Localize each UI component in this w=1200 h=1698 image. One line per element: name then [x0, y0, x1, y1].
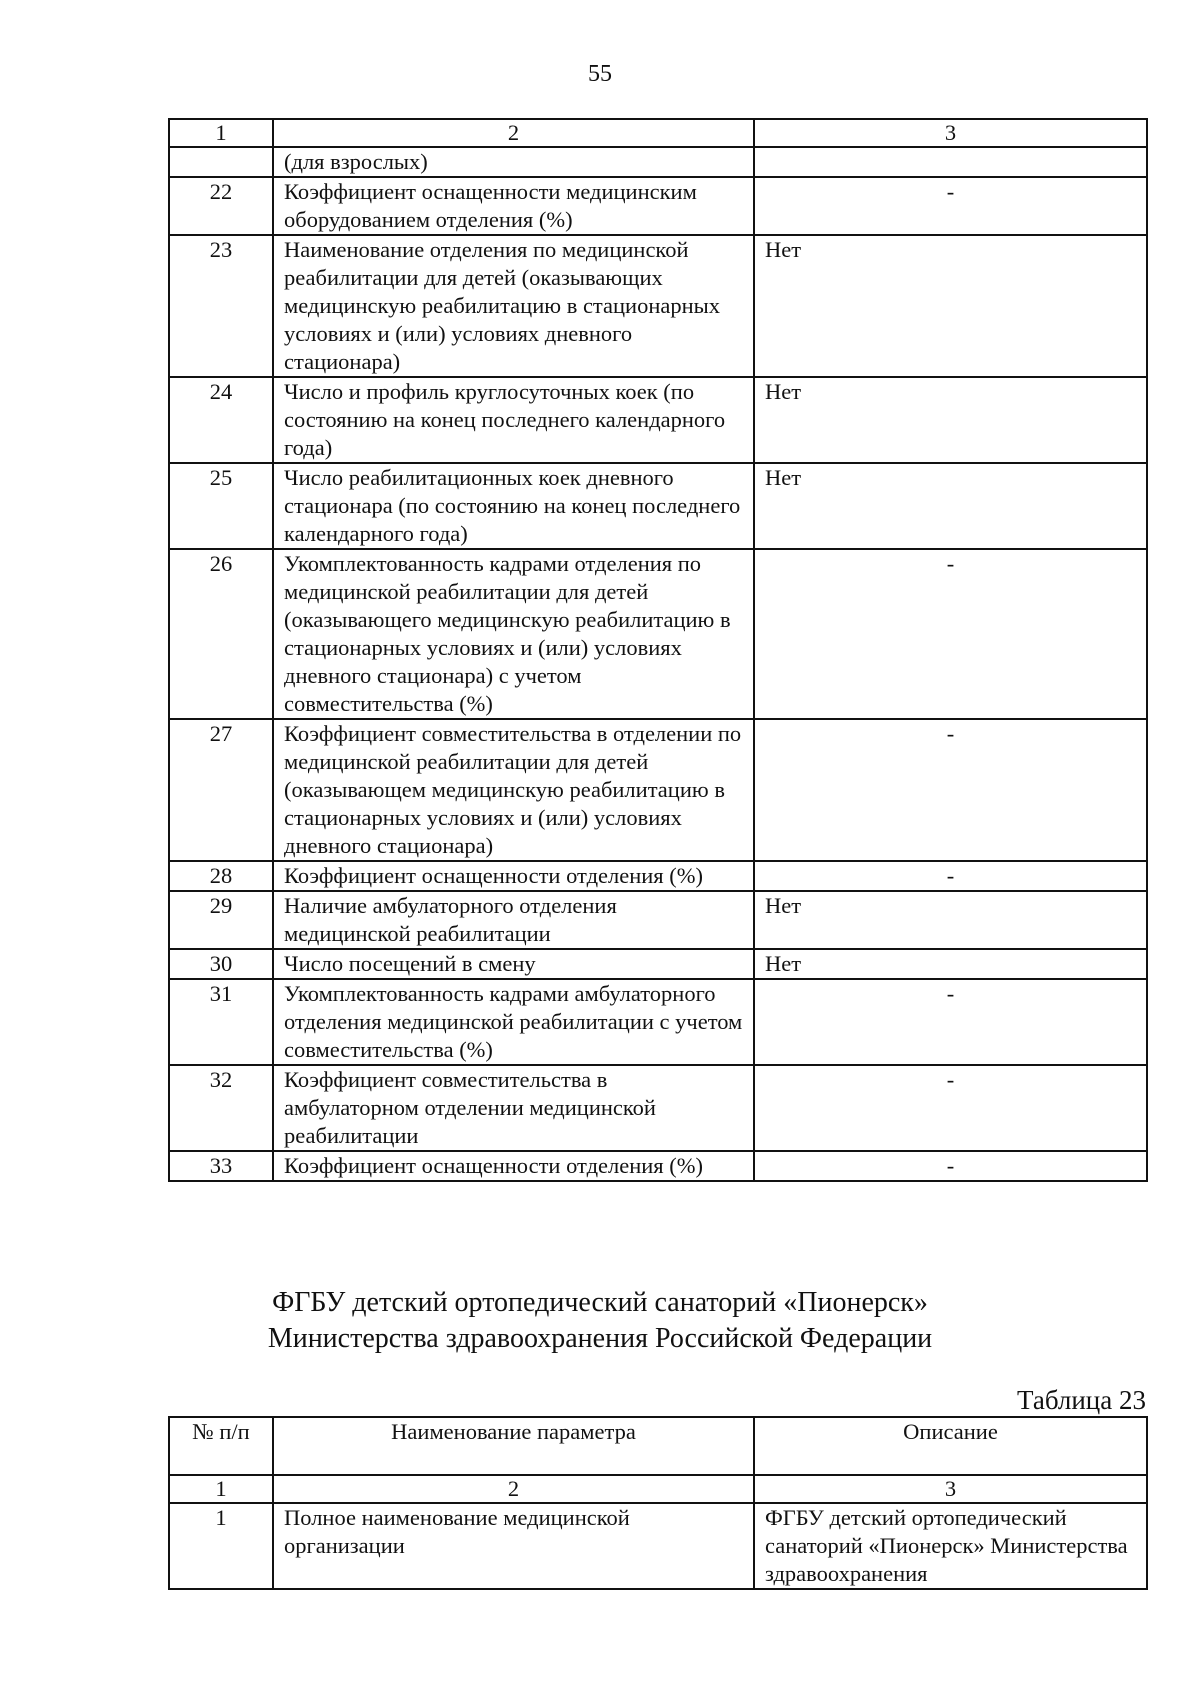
- parameter-name: Коэффициент оснащенности медицинским оборудованием отделения (%): [273, 177, 754, 235]
- parameter-value: [754, 147, 1147, 177]
- table-header-row: [169, 119, 1147, 147]
- parameter-name: Полное наименование медицинской организации: [273, 1503, 754, 1589]
- parameter-name: Наличие амбулаторного отделения медицинской реабилитации: [273, 891, 754, 949]
- parameter-name: Коэффициент совместительства в амбулаторном отделении медицинской реабилитации: [273, 1065, 754, 1151]
- table-header-row: [169, 1417, 1147, 1475]
- organization-title: [0, 1285, 1200, 1357]
- parameter-value: -: [754, 1065, 1147, 1151]
- column-number-3: 3: [754, 119, 1147, 147]
- parameter-name: Укомплектованность кадрами амбулаторного отделения медицинской реабилитации с учетом совместительства (%): [273, 979, 754, 1065]
- table-row: [169, 1151, 1147, 1181]
- parameter-value: -: [754, 177, 1147, 235]
- row-number: 30: [169, 949, 273, 979]
- column-number-1: 1: [169, 1475, 273, 1503]
- parameter-name: Наименование отделения по медицинской реабилитации для детей (оказывающих медицинскую реабилитацию в стационарных условиях и (или) условиях дневного стационара): [273, 235, 754, 377]
- table-row: [169, 861, 1147, 891]
- parameter-value: -: [754, 979, 1147, 1065]
- row-number: 26: [169, 549, 273, 719]
- column-number-3: 3: [754, 1475, 1147, 1503]
- table-row: [169, 719, 1147, 861]
- row-number: 27: [169, 719, 273, 861]
- parameter-name: Коэффициент совместительства в отделении по медицинской реабилитации для детей (оказывающем медицинскую реабилитацию в стационарных условиях и (или) условиях дневного стационара): [273, 719, 754, 861]
- row-number: [169, 147, 273, 177]
- row-number: 29: [169, 891, 273, 949]
- parameter-value: Нет: [754, 891, 1147, 949]
- parameter-value: Нет: [754, 377, 1147, 463]
- table-row: [169, 891, 1147, 949]
- organization-table: [168, 1416, 1148, 1590]
- row-number: 24: [169, 377, 273, 463]
- column-header-parameter: Наименование параметра: [273, 1417, 754, 1475]
- organization-title-line-1: ФГБУ детский ортопедический санаторий «Пионерск»: [272, 1287, 928, 1318]
- row-number: 22: [169, 177, 273, 235]
- organization-title-line-2: Министерства здравоохранения Российской Федерации: [267, 1323, 933, 1354]
- table-row: [169, 1503, 1147, 1589]
- parameter-value: -: [754, 1151, 1147, 1181]
- row-number: 32: [169, 1065, 273, 1151]
- column-number-2: 2: [273, 119, 754, 147]
- column-header-number: № п/п: [169, 1417, 273, 1475]
- column-number-1: 1: [169, 119, 273, 147]
- table-caption: Таблица 23: [1017, 1385, 1146, 1415]
- table-row: [169, 979, 1147, 1065]
- parameter-name: Число посещений в смену: [273, 949, 754, 979]
- parameter-name: Коэффициент оснащенности отделения (%): [273, 1151, 754, 1181]
- table-row: [169, 949, 1147, 979]
- column-number-2: 2: [273, 1475, 754, 1503]
- row-number: 1: [169, 1503, 273, 1589]
- parameter-value: Нет: [754, 235, 1147, 377]
- parameter-value: -: [754, 861, 1147, 891]
- row-number: 28: [169, 861, 273, 891]
- column-header-description: Описание: [754, 1417, 1147, 1475]
- column-index-row: [169, 1475, 1147, 1503]
- parameter-value: ФГБУ детский ортопедический санаторий «Пионерск» Министерства здравоохранения: [754, 1503, 1147, 1589]
- row-number: 23: [169, 235, 273, 377]
- parameter-name: Число и профиль круглосуточных коек (по состоянию на конец последнего календарного года): [273, 377, 754, 463]
- row-number: 33: [169, 1151, 273, 1181]
- table-row: [169, 177, 1147, 235]
- table-row: [169, 235, 1147, 377]
- row-number: 25: [169, 463, 273, 549]
- parameter-value: -: [754, 549, 1147, 719]
- parameter-value: -: [754, 719, 1147, 861]
- table-row: [169, 549, 1147, 719]
- parameter-value: Нет: [754, 463, 1147, 549]
- page-number: 55: [588, 61, 612, 87]
- table-row: [169, 463, 1147, 549]
- indicators-table: [168, 118, 1148, 1182]
- row-number: 31: [169, 979, 273, 1065]
- table-row: [169, 147, 1147, 177]
- table-row: [169, 377, 1147, 463]
- parameter-name: Укомплектованность кадрами отделения по медицинской реабилитации для детей (оказывающего медицинскую реабилитацию в стационарных условиях и (или) условиях дневного стационара) с учетом совместительства (%): [273, 549, 754, 719]
- parameter-name: Число реабилитационных коек дневного стационара (по состоянию на конец последнего календарного года): [273, 463, 754, 549]
- parameter-name: Коэффициент оснащенности отделения (%): [273, 861, 754, 891]
- parameter-value: Нет: [754, 949, 1147, 979]
- table-row: [169, 1065, 1147, 1151]
- parameter-name: (для взрослых): [273, 147, 754, 177]
